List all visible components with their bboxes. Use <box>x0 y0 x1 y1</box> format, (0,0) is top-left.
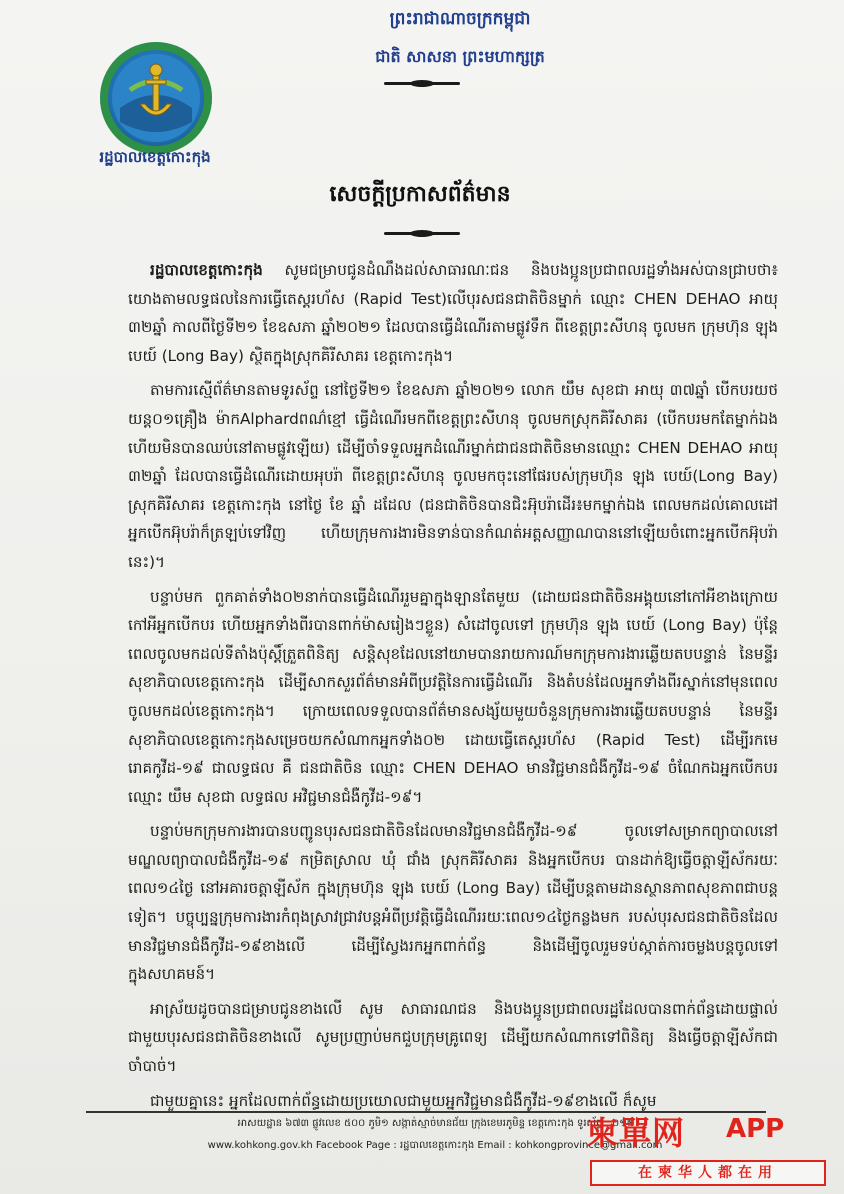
document-title: សេចក្តីប្រកាសព័ត៌មាន <box>329 181 511 207</box>
org-name: រដ្ឋបាលខេត្តកោះកុង <box>99 148 211 166</box>
paragraph-4 <box>128 817 778 989</box>
paragraph-text: បន្ទាប់មក ពួកគាត់ទាំង០២នាក់បានធ្វើដំណើររួមគ្នាក្នុងឡានតែមួយ (ដោយជនជាតិចិនអង្គុយនៅកៅអីខាងក្រោយកៅអីអ្នកបើកបរ ហើយអ្នកទាំងពីរបានពាក់ម៉ាសរៀងៗខ្លួន) សំដៅចូលទៅ ក្រុមហ៊ុន ឡុង បេយ៍ (Long Bay) ប៉ុន្តែពេលចូលមកដល់ទីតាំងប៉ុស្តិ៍ត្រួតពិនិត្យ សន្តិសុខដែលនៅយាមបានរាយការណ៍មកក្រុមការងារឆ្លើយតបបន្ទាន់ នៃមន្ទីរសុខាភិបាលខេត្តកោះកុង ដើម្បីសាកសួរព័ត៌មានអំពីប្រវត្តិនៃការធ្វើដំណើរ និងតំបន់ដែលអ្នកទាំងពីរស្នាក់នៅមុនពេលចូលមកដល់ខេត្តកោះកុង។ ក្រោយពេលទទួលបានព័ត៌មានសង្ស័យមួយចំនួនក្រុមការងារឆ្លើយតបបន្ទាន់ នៃមន្ទីរសុខាភិបាលខេត្តកោះកុងសម្រេចយកសំណាកអ្នកទាំង០២ ដោយធ្វើតេស្តរហ័ស (Rapid Test) ដើម្បីរកមេរោគកូវីដ-១៩ ជាលទ្ធផល គឺ ជនជាតិចិន ឈ្មោះ CHEN DEHAO មានវិជ្ជមានជំងឺកូវីដ-១៩ ចំណែកឯអ្នកបើកបរ ឈ្មោះ យឹម សុខជា លទ្ធផល អវិជ្ជមានជំងឺកូវីដ-១៩។ <box>128 587 778 806</box>
paragraph-lead: រដ្ឋបាលខេត្តកោះកុង <box>150 261 263 279</box>
header-ornament-divider <box>384 82 460 85</box>
watermark-slogan: 在柬华人都在用 <box>590 1160 826 1186</box>
kingdom-header: ព្រះរាជាណាចក្រកម្ពុជា <box>389 9 531 29</box>
paragraph-2 <box>128 376 778 576</box>
watermark-brand: 柬單网 <box>586 1114 686 1152</box>
title-ornament-divider <box>384 232 460 235</box>
footer-address: អាសយដ្ឋាន ៦៧៣ ផ្លូវលេខ ៥០០ ភូមិ១ សង្កាត់ស្មាច់មានជ័យ ក្រុងខេមរភូមិន្ទ ខេត្តកោះកុង ទូរស័ព្ទ : ០១២ <box>237 1118 635 1129</box>
footer-contacts: www.kohkong.gov.kh Facebook Page : រដ្ឋបាលខេត្តកោះកុង Email : kohkongprovince@gmail.com <box>207 1140 663 1151</box>
paragraph-text: សូមជម្រាបជូនដំណឹងដល់សាធារណៈជន និងបងប្អូនប្រជាពលរដ្ឋទាំងអស់បានជ្រាបថា៖ យោងតាមលទ្ធផលនៃការធ្វើតេស្តរហ័ស (Rapid Test)លើបុរសជនជាតិចិនម្នាក់ ឈ្មោះ CHEN DEHAO អាយុ ៣២ឆ្នាំ កាលពីថ្ងៃទី២១ ខែឧសភា ឆ្នាំ២០២១ ដែលបានធ្វើដំណើរតាមផ្លូវទឹក ពីខេត្តព្រះសីហនុ ចូលមក ក្រុមហ៊ុន ឡុង បេយ៍ (Long Bay) ស្ថិតក្នុងស្រុកគិរីសាគរ ខេត្តកោះកុង។ <box>128 261 778 365</box>
paragraph-1 <box>128 256 778 370</box>
paragraph-text: បន្ទាប់មកក្រុមការងារបានបញ្ជូនបុរសជនជាតិចិនដែលមានវិជ្ជមានជំងឺកូវីដ-១៩ ចូលទៅសម្រាកព្យាបាលនៅមណ្ឌលព្យាបាលជំងឺកូវីដ-១៩ កម្រិតស្រាល ឃុំ ជាំង ស្រុកគិរីសាគរ និងអ្នកបើកបរ បានដាក់ឱ្យធ្វើចត្តាឡីស័ករយៈពេល១៤ថ្ងៃ នៅអគារចត្តាឡីស័ក ក្នុងក្រុមហ៊ុន ឡុង បេយ៍ (Long Bay) ដើម្បីបន្តតាមដានស្ថានភាពសុខភាពជាបន្តទៀត។ បច្ចុប្បន្នក្រុមការងារកំពុងស្រាវជ្រាវបន្តអំពីប្រវត្តិធ្វើដំណើររយៈពេល១៤ថ្ងៃកន្លងមក របស់បុរសជនជាតិចិនដែលមានវិជ្ជមានជំងឺកូវីដ-១៩ខាងលើ ដើម្បីស្វែងរកអ្នកពាក់ព័ន្ធ និងដើម្បីចូលរួមទប់ស្កាត់ការចម្លងបន្តចូលទៅក្នុងសហគមន៍។ <box>128 822 778 984</box>
paragraph-text: អាស្រ័យដូចបានជម្រាបជូនខាងលើ សូម សាធារណជន និងបងប្អូនប្រជាពលរដ្ឋដែលបានពាក់ព័ន្ធដោយផ្ទាល់ជាមួយបុរសជនជាតិចិនខាងលើ សូមប្រញាប់មកជួបក្រុមគ្រូពេទ្យ ដើម្បីយកសំណាកទៅពិនិត្យ និងធ្វើចត្តាឡីស័កជាចាំបាច់។ <box>128 999 778 1076</box>
paragraph-text: តាមការស្មើព័ត៌មានតាមទូរស័ព្ទ នៅថ្ងៃទី២១ ខែឧសភា ឆ្នាំ២០២១ លោក យឹម សុខជា អាយុ ៣៧ឆ្នាំ បើកបរយថយន្ត០១គ្រឿង ម៉ាកAlphardពណ៌ខ្មៅ ធ្វើដំណើរមកពីខេត្តព្រះសីហនុ ចូលមកស្រុកគិរីសាគរ (បើកបរមកតែម្នាក់ឯង ហើយមិនបានឈប់នៅតាមផ្លូវឡើយ) ដើម្បីចាំទទួលអ្នកដំណើរម្នាក់ជាជនជាតិចិនមានឈ្មោះ CHEN DEHAO អាយុ ៣២ឆ្នាំ ដែលបានធ្វើដំណើរដោយអុបរ៉ា ពីខេត្តព្រះសីហនុ ចូលមកចុះនៅផែរបស់ក្រុមហ៊ុន ឡុង បេយ៍(Long Bay) ស្រុកគិរីសាគរ ខេត្តកោះកុង នៅថ្ងៃ ខែ ឆ្នាំ ដដែល (ជនជាតិចិនបានជិះអ៊ុបរ៉ាដើរ៖មកម្នាក់ឯង ពេលមកដល់គោលដៅ អ្នកបើកអ៊ុបរ៉ាក៏ត្រឡប់ទៅវិញ ហើយក្រុមការងារមិនទាន់បានកំណត់អត្តសញ្ញាណបាននៅឡើយចំពោះអ្នកបើកអ៊ុបរ៉ានេះ)។ <box>128 381 778 571</box>
paragraph-text: ជាមួយគ្នានេះ អ្នកដែលពាក់ព័ន្ធដោយប្រយោលជាមួយអ្នកវិជ្ជមានជំងឺកូវីដ-១៩ខាងលើ ក៏សូម <box>150 1091 657 1110</box>
national-motto: ជាតិ សាសនា ព្រះមហាក្សត្រ <box>375 47 545 66</box>
watermark-app: APP <box>726 1114 785 1144</box>
document-body <box>128 256 778 1121</box>
watermark <box>586 1108 836 1186</box>
paragraph-5 <box>128 995 778 1081</box>
paragraph-3 <box>128 583 778 812</box>
provincial-seal-logo <box>100 42 212 154</box>
